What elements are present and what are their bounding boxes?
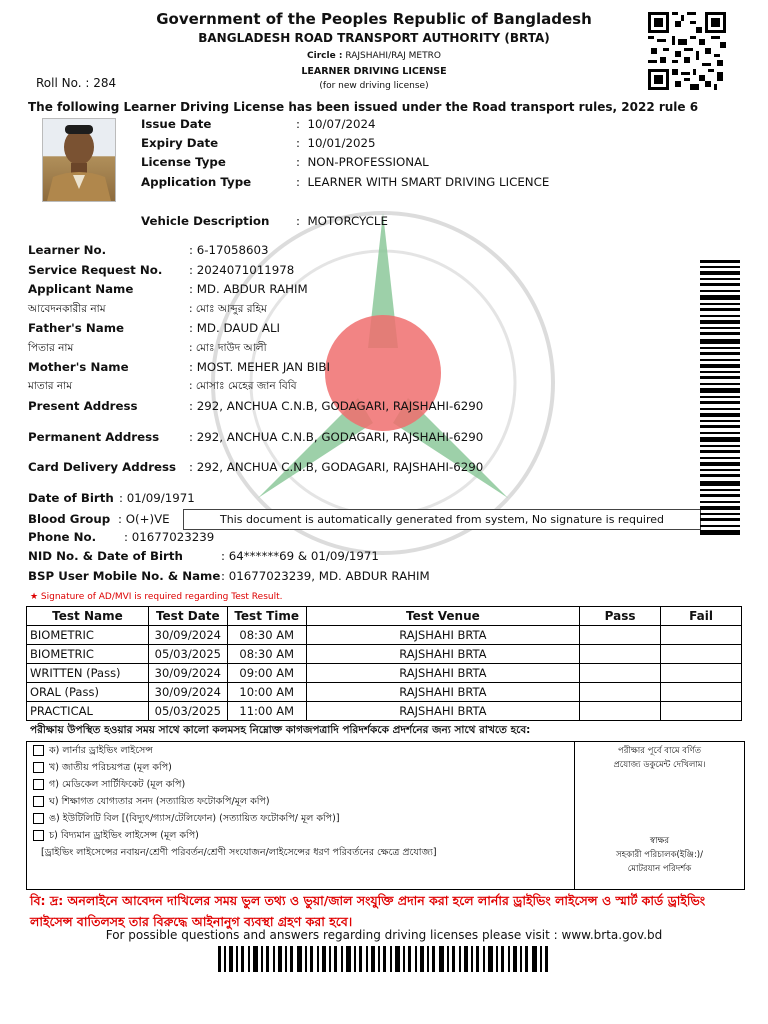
test-name-cell: ORAL (Pass) — [27, 683, 149, 702]
expiry-date-label: Expiry Date — [141, 136, 219, 150]
test-time-cell: 08:30 AM — [227, 645, 306, 664]
applicant-name-label: Applicant Name — [28, 282, 134, 296]
checklist-item: খ) জাতীয় পরিচয়পত্র (মূল কপি) — [33, 761, 172, 776]
table-header-row — [27, 607, 742, 626]
phone-label: Phone No. — [28, 530, 97, 544]
mother-name-label: Mother's Name — [28, 360, 129, 374]
vehicle-description-label: Vehicle Description — [141, 214, 270, 228]
table-row — [27, 645, 742, 664]
learner-no-value: : 6-17058603 — [189, 243, 269, 257]
circle-line — [0, 51, 748, 61]
circle-value: RAJSHAHI/RAJ METRO — [345, 51, 441, 61]
nid-value: : 64******69 & 01/09/1971 — [221, 549, 379, 563]
test-venue-cell: RAJSHAHI BRTA — [306, 702, 580, 721]
issue-date-value: : 10/07/2024 — [296, 117, 376, 131]
checkbox-icon[interactable] — [33, 745, 44, 756]
learner-no-label: Learner No. — [28, 243, 107, 257]
test-venue-cell: RAJSHAHI BRTA — [306, 664, 580, 683]
footer-help-text: For possible questions and answers regarding driving licenses please visit : www.brta.gov.bd — [105, 928, 663, 942]
checkbox-icon[interactable] — [33, 796, 44, 807]
documents-instruction: পরীক্ষায় উপস্থিত হওয়ার সময় সাথে কালো কলমসহ নিম্নোক্ত কাগজপত্রাদি পরিদর্শককে প্রদর্শনের জন্য সাথে রাখতে হবে: — [30, 724, 531, 736]
vehicle-description-value: : MOTORCYCLE — [296, 214, 388, 228]
test-schedule-table — [26, 606, 742, 721]
permanent-address-value: : 292, ANCHUA C.N.B, GODAGARI, RAJSHAHI-6290 — [189, 430, 484, 444]
column-header: Test Name — [27, 607, 149, 626]
test-date-cell: 05/03/2025 — [148, 645, 227, 664]
fail-cell — [661, 664, 742, 683]
bsp-label: BSP User Mobile No. & Name — [28, 569, 221, 583]
card-delivery-address-value: : 292, ANCHUA C.N.B, GODAGARI, RAJSHAHI-6290 — [189, 460, 484, 474]
mother-name-bn-value: : মোসাঃ মেহের জান বিবি — [189, 380, 297, 392]
government-title: Government of the Peoples Republic of Bangladesh — [156, 10, 592, 28]
column-header: Fail — [661, 607, 742, 626]
applicant-name-bn-value: : মোঃ আব্দুর রহিম — [189, 303, 267, 315]
horizontal-barcode-icon — [218, 946, 550, 972]
fail-cell — [661, 702, 742, 721]
test-name-cell: BIOMETRIC — [27, 626, 149, 645]
blood-group-label: Blood Group — [28, 512, 111, 526]
auto-generated-notice: This document is automatically generated from system, No signature is required — [183, 509, 701, 530]
column-header: Test Time — [227, 607, 306, 626]
fail-cell — [661, 645, 742, 664]
test-venue-cell: RAJSHAHI BRTA — [306, 683, 580, 702]
test-date-cell: 30/09/2024 — [148, 626, 227, 645]
signature-required-note: ★ Signature of AD/MVI is required regarding Test Result. — [30, 592, 283, 602]
column-header: Test Venue — [306, 607, 580, 626]
authority-name: BANGLADESH ROAD TRANSPORT AUTHORITY (BRTA) — [198, 31, 550, 45]
expiry-date-value: : 10/01/2025 — [296, 136, 376, 150]
test-date-cell: 30/09/2024 — [148, 683, 227, 702]
pass-cell — [580, 702, 661, 721]
bsp-value: : 01677023239, MD. ABDUR RAHIM — [221, 569, 430, 583]
document-checklist-box — [26, 741, 745, 890]
table-row — [27, 664, 742, 683]
father-name-bn-label: পিতার নাম — [28, 342, 74, 354]
circle-label: Circle : — [307, 51, 343, 61]
signature-block: স্বাক্ষর সহকারী পরিচালক(ইঞ্জি:)/ মোটরযান পরিদর্শক — [616, 836, 703, 874]
service-request-label: Service Request No. — [28, 263, 163, 277]
applicant-photo — [42, 118, 116, 202]
column-header: Test Date — [148, 607, 227, 626]
vertical-barcode-icon — [700, 260, 744, 540]
pass-cell — [580, 664, 661, 683]
column-header: Pass — [580, 607, 661, 626]
checklist-item: ঙ) ইউটিলিটি বিল [(বিদ্যুৎ/গ্যাস/টেলিফোন) (সত্যায়িত ফটোকপি/ মূল কপি)] — [33, 812, 340, 827]
test-time-cell: 09:00 AM — [227, 664, 306, 683]
date-of-birth-value: : 01/09/1971 — [119, 491, 195, 505]
inspector-note: পরীক্ষার পূর্বে বামে বর্ণিত প্রযোজ্য ডকুমেন্ট দেখিলাম। — [613, 746, 706, 770]
test-venue-cell: RAJSHAHI BRTA — [306, 626, 580, 645]
present-address-label: Present Address — [28, 399, 138, 413]
checklist-item: চ) বিদ্যমান ড্রাইভিং লাইসেন্স (মূল কপি) — [33, 829, 199, 844]
roll-value: : 284 — [85, 76, 117, 90]
applicant-name-value: : MD. ABDUR RAHIM — [189, 282, 308, 296]
issue-date-label: Issue Date — [141, 117, 212, 131]
pass-cell — [580, 626, 661, 645]
table-row — [27, 683, 742, 702]
service-request-value: : 2024071011978 — [189, 263, 295, 277]
test-date-cell: 05/03/2025 — [148, 702, 227, 721]
pass-cell — [580, 645, 661, 664]
checklist-item: ঘ) শিক্ষাগত যোগ্যতার সনদ (সত্যায়িত ফটোকপি/মূল কপি) — [33, 795, 270, 810]
test-name-cell: BIOMETRIC — [27, 645, 149, 664]
checklist-item: গ) মেডিকেল সার্টিফিকেট (মূল কপি) — [33, 778, 185, 793]
roll-label: Roll No. — [36, 76, 82, 90]
phone-value: : 01677023239 — [124, 530, 215, 544]
application-type-label: Application Type — [141, 175, 252, 189]
father-name-bn-value: : মোঃ দাউদ আলী — [189, 342, 267, 354]
test-name-cell: WRITTEN (Pass) — [27, 664, 149, 683]
license-type-value: : NON-PROFESSIONAL — [296, 155, 429, 169]
test-time-cell: 11:00 AM — [227, 702, 306, 721]
mother-name-bn-label: মাতার নাম — [28, 380, 73, 392]
test-name-cell: PRACTICAL — [27, 702, 149, 721]
applicability-note: [ড্রাইভিং লাইসেন্সের নবায়ন/শ্রেণী পরিবর্তন/শ্রেণী সংযোজন/লাইসেন্সের ধরণ পরিবর্তনের ক্ষেত্রে প্রযোজ্য] — [41, 847, 437, 858]
roll-number — [36, 76, 116, 90]
test-venue-cell: RAJSHAHI BRTA — [306, 645, 580, 664]
present-address-value: : 292, ANCHUA C.N.B, GODAGARI, RAJSHAHI-6290 — [189, 399, 484, 413]
test-time-cell: 08:30 AM — [227, 626, 306, 645]
test-date-cell: 30/09/2024 — [148, 664, 227, 683]
legal-warning: বি: দ্র: অনলাইনে আবেদন দাখিলের সময় ভুল তথ্য ও ভুয়া/জাল সংযুক্তি প্রদান করা হলে লার্নার ড্রাইভিং লাইসেন্স ও স্মার্ট কার্ড ড্রাইভিং লাইসেন্স বাতিলসহ তার বিরুদ্ধে আইনানুগ ব্যবস্থা গ্রহণ করা হবে। — [30, 893, 706, 929]
intro-statement: The following Learner Driving License has been issued under the Road transport rules, 2022 rule 6 — [28, 100, 699, 114]
father-name-value: : MD. DAUD ALI — [189, 321, 281, 335]
father-name-label: Father's Name — [28, 321, 125, 335]
license-title: LEARNER DRIVING LICENSE — [301, 66, 447, 77]
checkbox-icon[interactable] — [33, 813, 44, 824]
table-row — [27, 702, 742, 721]
application-type-value: : LEARNER WITH SMART DRIVING LICENCE — [296, 175, 550, 189]
mother-name-value: : MOST. MEHER JAN BIBI — [189, 360, 330, 374]
checkbox-icon[interactable] — [33, 779, 44, 790]
test-time-cell: 10:00 AM — [227, 683, 306, 702]
pass-cell — [580, 683, 661, 702]
checkbox-icon[interactable] — [33, 762, 44, 773]
card-delivery-address-label: Card Delivery Address — [28, 460, 177, 474]
checkbox-icon[interactable] — [33, 830, 44, 841]
permanent-address-label: Permanent Address — [28, 430, 160, 444]
license-subtitle: (for new driving license) — [319, 81, 429, 91]
fail-cell — [661, 683, 742, 702]
blood-group-value: : O(+)VE — [118, 512, 170, 526]
date-of-birth-label: Date of Birth — [28, 491, 114, 505]
checklist-item: ক) লার্নার ড্রাইভিং লাইসেন্স — [33, 744, 153, 759]
table-row — [27, 626, 742, 645]
license-type-label: License Type — [141, 155, 226, 169]
fail-cell — [661, 626, 742, 645]
qr-code-icon — [648, 12, 726, 90]
nid-label: NID No. & Date of Birth — [28, 549, 183, 563]
applicant-name-bn-label: আবেদনকারীর নাম — [28, 303, 106, 315]
